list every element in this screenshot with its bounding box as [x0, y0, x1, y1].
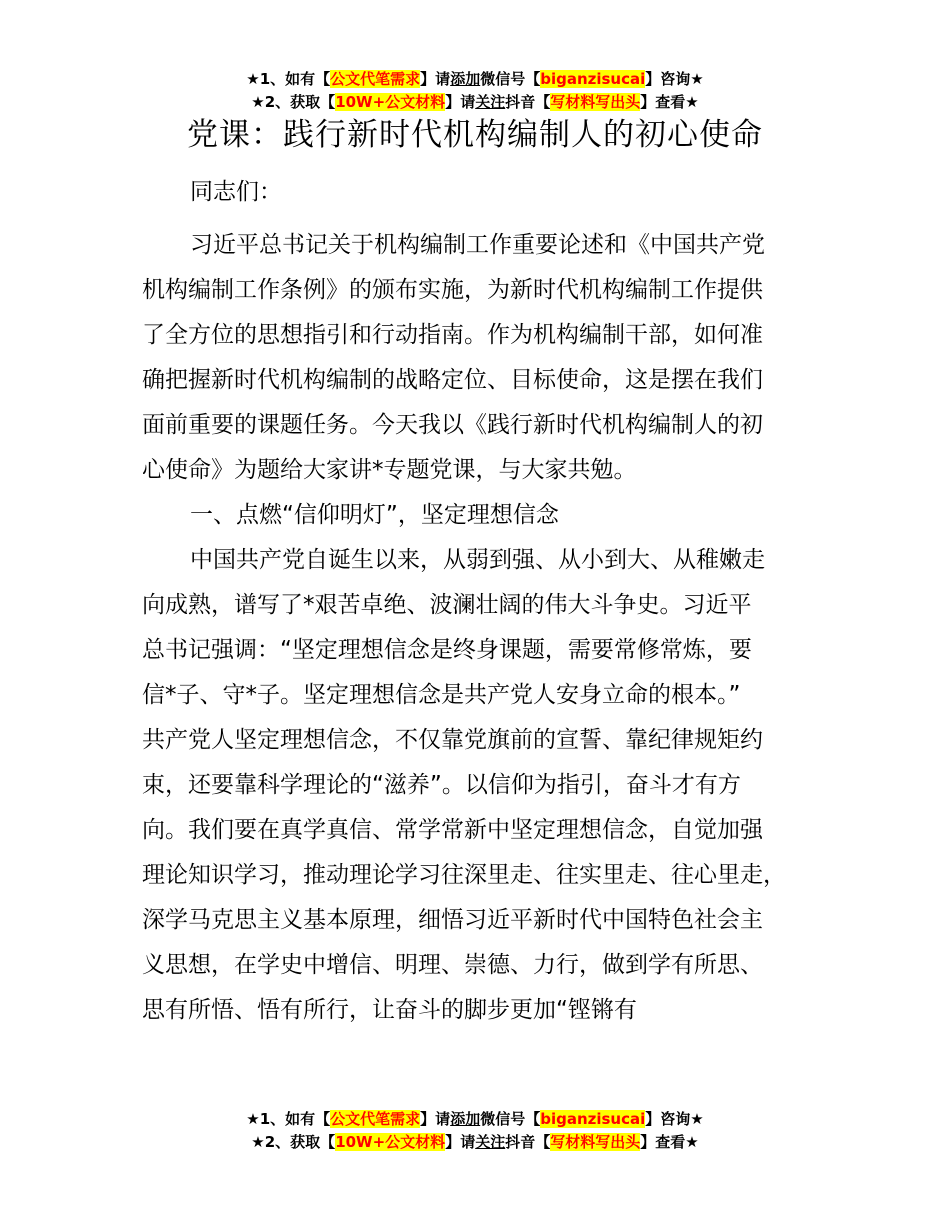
paragraph-2-line: 义思想，在学史中增信、明理、崇德、力行，做到学有所思、	[142, 952, 763, 978]
promo-line-1-prefix: ★1、如有【	[246, 1110, 331, 1128]
promo-line-2-highlight-1: 10W+公文材料	[335, 93, 446, 111]
promo-line-2-highlight-2: 写材料写出头	[550, 1133, 641, 1151]
promo-line-2-mid-1: 】请	[445, 1133, 476, 1151]
promo-line-2-emph: 关注	[475, 93, 506, 111]
promo-line-2	[0, 91, 950, 114]
promo-line-2-mid-2: 抖音【	[505, 93, 551, 111]
promo-line-1-mid-2: 微信号【	[480, 1110, 541, 1128]
paragraph-2-line: 中国共产党自诞生以来，从弱到强、从小到大、从稚嫩走	[190, 547, 765, 573]
promo-line-1-highlight-2: biganzisucai	[540, 70, 646, 88]
document-title: 党课：践行新时代机构编制人的初心使命	[187, 117, 763, 153]
promo-line-1-suffix: 】咨询★	[645, 70, 704, 88]
promo-line-1-highlight-2: biganzisucai	[540, 1110, 646, 1128]
promo-line-1-mid-1: 】请	[420, 1110, 451, 1128]
promo-line-1-prefix: ★1、如有【	[246, 70, 331, 88]
paragraph-1-line: 心使命》为题给大家讲*专题党课，与大家共勉。	[142, 457, 637, 483]
promo-line-1-emph: 添加	[450, 1110, 481, 1128]
paragraph-2-line: 信*子、守*子。坚定理想信念是共产党人安身立命的根本。”	[142, 682, 741, 708]
paragraph-1-line: 机构编制工作条例》的颁布实施，为新时代机构编制工作提供	[142, 277, 763, 303]
promo-line-2-highlight-2: 写材料写出头	[550, 93, 641, 111]
promo-line-1	[0, 68, 950, 91]
paragraph-2-line: 向成熟，谱写了*艰苦卓绝、波澜壮阔的伟大斗争史。习近平	[142, 592, 752, 618]
salutation: 同志们：	[190, 179, 282, 205]
promo-line-1-mid-1: 】请	[420, 70, 451, 88]
promo-line-2-mid-2: 抖音【	[505, 1133, 551, 1151]
promo-line-1-highlight-1: 公文代笔需求	[330, 70, 421, 88]
paragraph-1-line: 习近平总书记关于机构编制工作重要论述和《中国共产党	[190, 232, 765, 258]
promo-line-2-mid-1: 】请	[445, 93, 476, 111]
paragraph-2-line: 向。我们要在真学真信、常学常新中坚定理想信念，自觉加强	[142, 817, 763, 843]
paragraph-2-line: 理论知识学习，推动理论学习往深里走、往实里走、往心里走，	[142, 862, 786, 888]
promo-line-1-highlight-1: 公文代笔需求	[330, 1110, 421, 1128]
promo-line-2-prefix: ★2、获取【	[251, 1133, 336, 1151]
promo-line-2-suffix: 】查看★	[640, 1133, 699, 1151]
paragraph-2-line: 束，还要靠科学理论的“滋养”。以信仰为指引，奋斗才有方	[142, 772, 741, 798]
paragraph-2-line: 总书记强调：“坚定理想信念是终身课题，需要常修常炼，要	[142, 637, 752, 663]
paragraph-1-line: 了全方位的思想指引和行动指南。作为机构编制干部，如何准	[142, 322, 763, 348]
paragraph-2-line: 思有所悟、悟有所行，让奋斗的脚步更加“铿锵有	[142, 997, 637, 1023]
section-heading-1-text: 一、点燃“信仰明灯”，坚定理想信念	[190, 502, 559, 528]
paragraph-1-line: 面前重要的课题任务。今天我以《践行新时代机构编制人的初	[142, 412, 763, 438]
paragraph-2-line: 深学马克思主义基本原理，细悟习近平新时代中国特色社会主	[142, 907, 763, 933]
promo-line-1-mid-2: 微信号【	[480, 70, 541, 88]
header-promo-banner	[0, 68, 950, 114]
promo-line-2-prefix: ★2、获取【	[251, 93, 336, 111]
document-body	[142, 170, 832, 1033]
section-heading-1	[142, 493, 832, 538]
promo-line-2-suffix: 】查看★	[640, 93, 699, 111]
promo-line-1-emph: 添加	[450, 70, 481, 88]
paragraph-2	[142, 538, 832, 1033]
promo-line-2-highlight-1: 10W+公文材料	[335, 1133, 446, 1151]
promo-line-1	[0, 1108, 950, 1131]
promo-line-2-emph: 关注	[475, 1133, 506, 1151]
promo-line-2	[0, 1131, 950, 1154]
footer-promo-banner	[0, 1108, 950, 1154]
paragraph-1-line: 确把握新时代机构编制的战略定位、目标使命，这是摆在我们	[142, 367, 763, 393]
paragraph-2-line: 共产党人坚定理想信念，不仅靠党旗前的宣誓、靠纪律规矩约	[142, 727, 763, 753]
promo-line-1-suffix: 】咨询★	[645, 1110, 704, 1128]
paragraph-1	[142, 223, 832, 493]
